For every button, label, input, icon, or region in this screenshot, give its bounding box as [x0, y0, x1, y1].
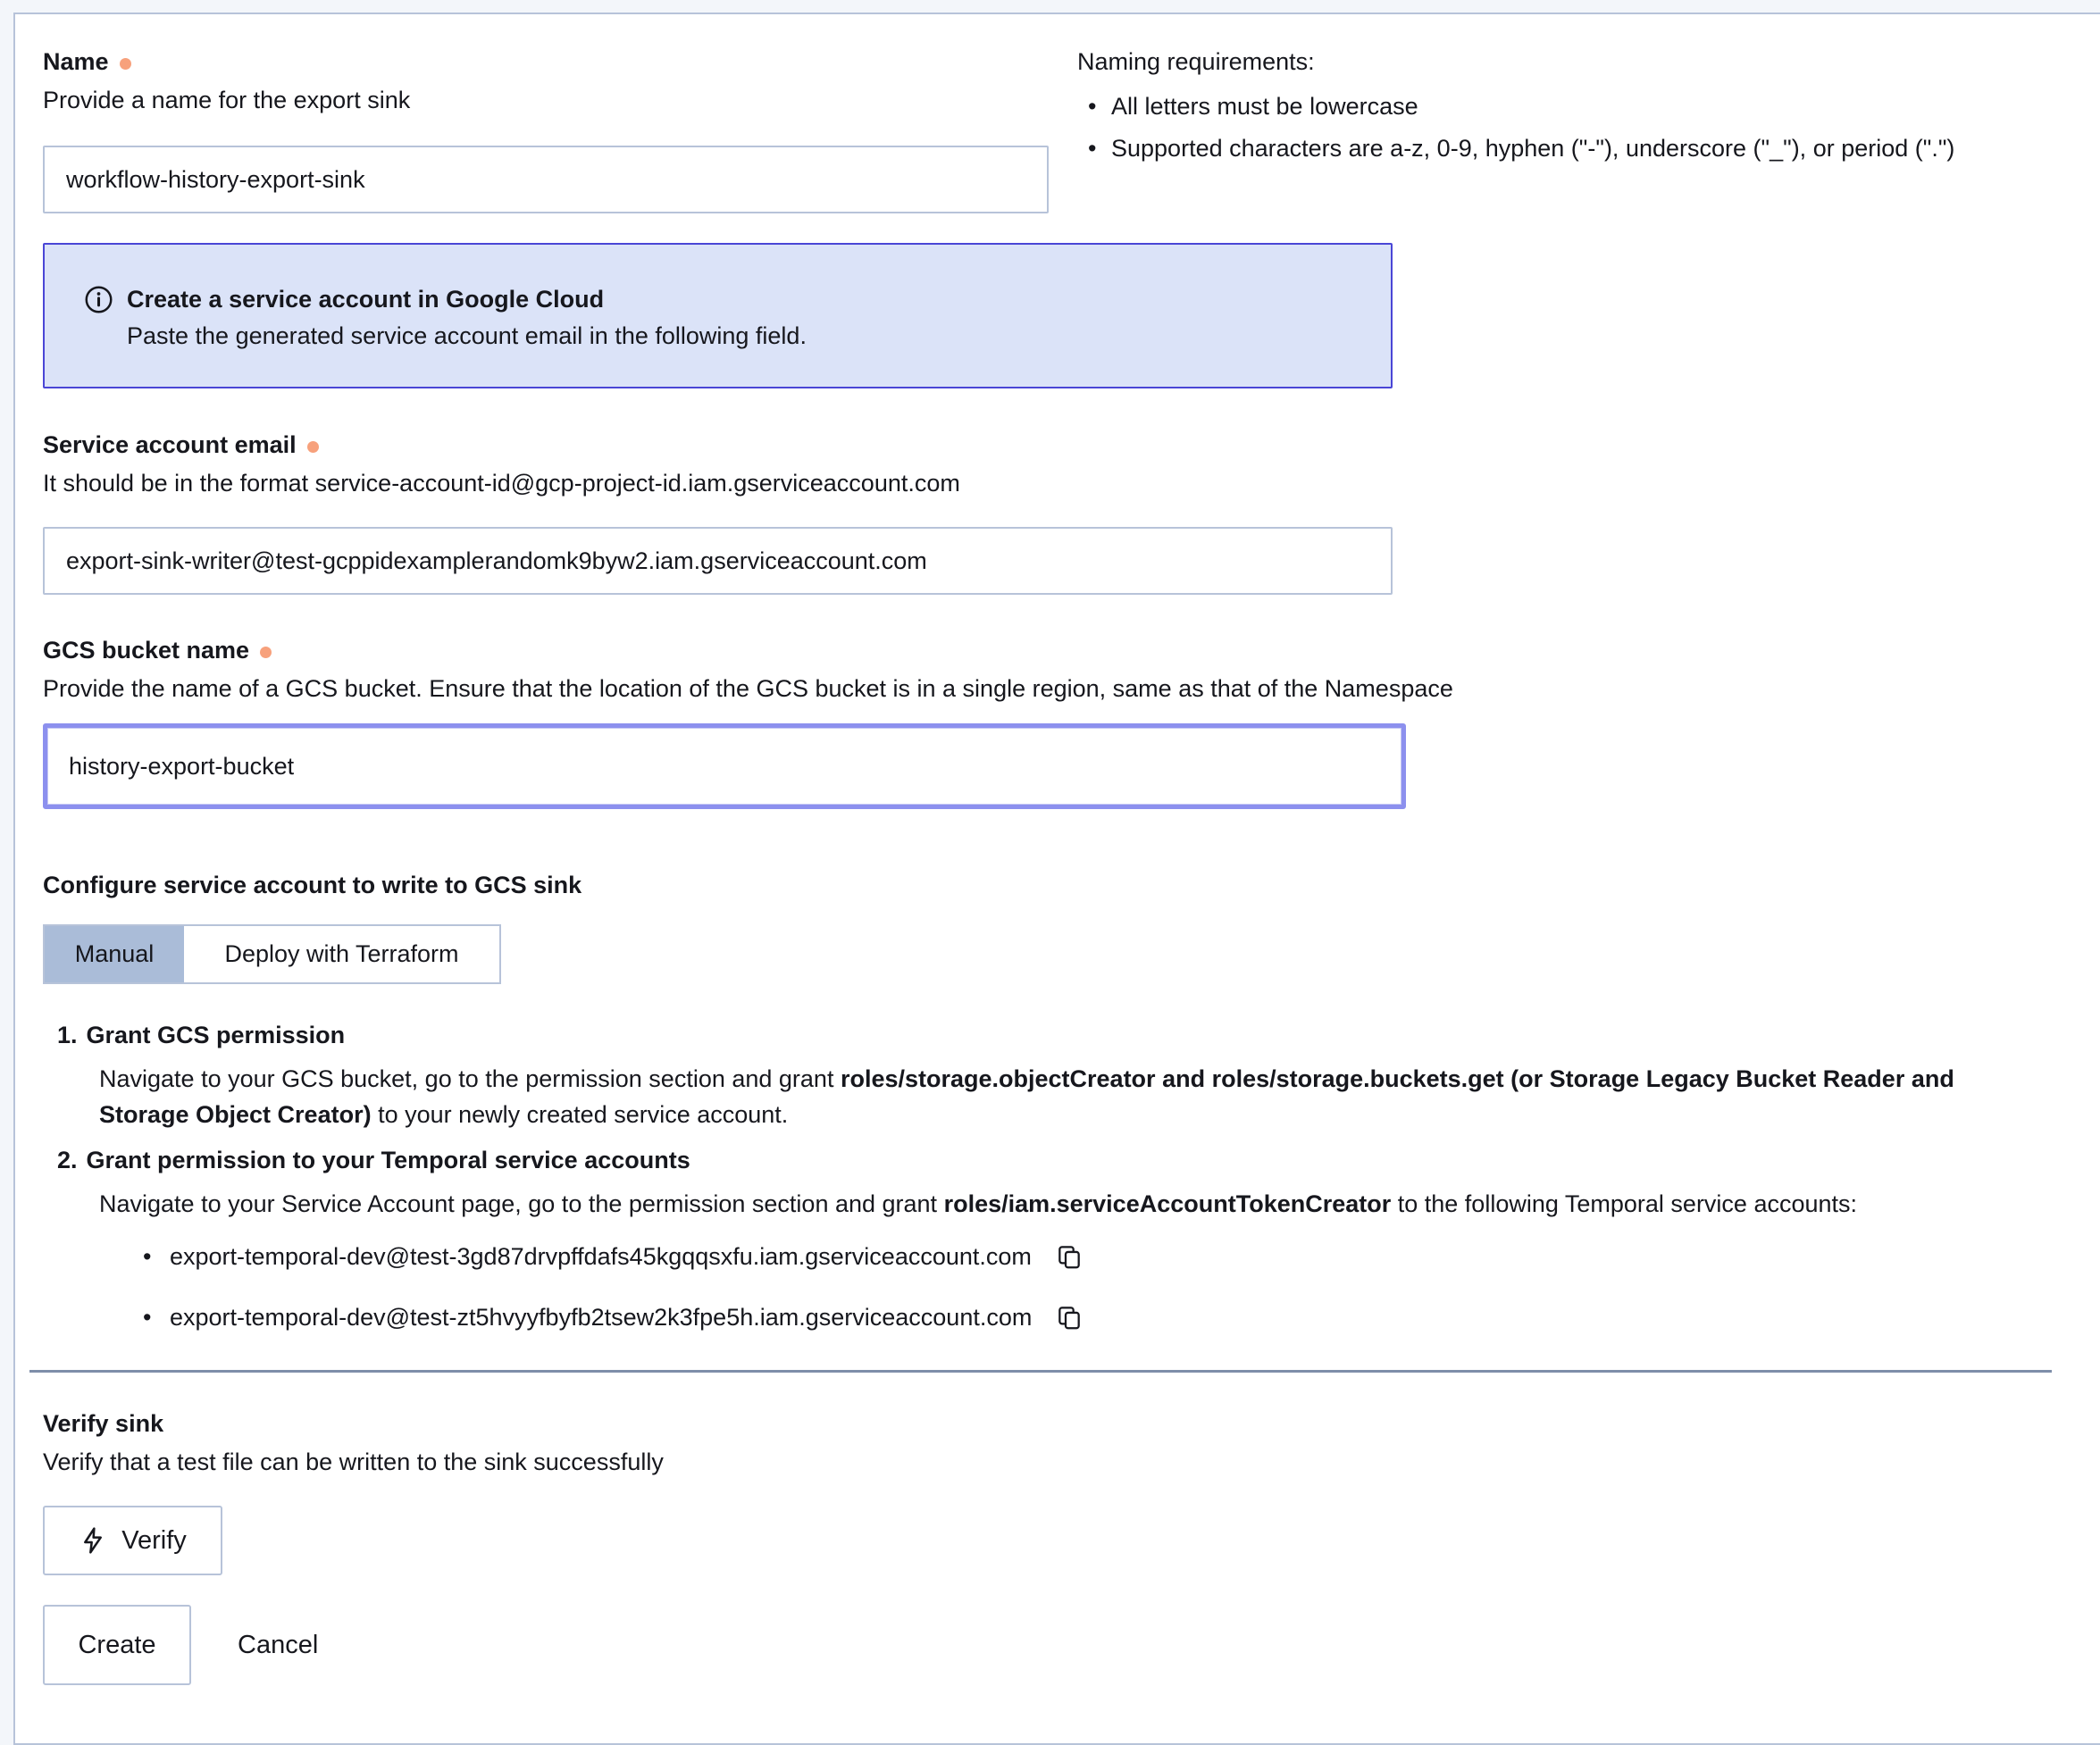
required-dot	[260, 647, 272, 658]
step-number: 2.	[57, 1147, 78, 1173]
bucket-section	[43, 635, 2057, 809]
naming-requirements-title: Naming requirements:	[1077, 48, 1315, 75]
export-sink-form-panel	[13, 13, 2100, 1745]
configure-heading: Configure service account to write to GCS sink	[43, 872, 582, 898]
create-button[interactable]: Create	[43, 1605, 191, 1685]
bucket-help-text: Provide the name of a GCS bucket. Ensure that the location of the GCS bucket is in a single region, same as that of the Namespace	[43, 675, 1453, 702]
verify-heading: Verify sink	[43, 1410, 164, 1437]
temporal-accounts-list	[143, 1241, 2057, 1332]
verify-section	[43, 1408, 2057, 1575]
form-actions	[43, 1605, 2057, 1685]
name-label: Name	[43, 48, 109, 75]
temporal-account-item	[143, 1241, 2057, 1272]
service-account-label: Service account email	[43, 431, 297, 458]
section-divider	[29, 1370, 2052, 1373]
info-banner-title: Create a service account in Google Cloud	[127, 286, 605, 313]
step-body: Navigate to your Service Account page, go to the permission section and grant roles/iam.serviceAccountTokenCreator to the following Temporal service accounts:	[99, 1190, 1858, 1217]
verify-button[interactable]	[43, 1506, 222, 1575]
step-grant-temporal-permission	[57, 1145, 2057, 1332]
sink-name-input[interactable]	[43, 146, 1049, 213]
cancel-button[interactable]: Cancel	[223, 1605, 332, 1685]
required-dot	[307, 441, 319, 453]
verify-help-text: Verify that a test file can be written to the sink successfully	[43, 1449, 664, 1475]
step-title: Grant permission to your Temporal service accounts	[86, 1147, 690, 1173]
naming-requirement-item: • All letters must be lowercase	[1077, 91, 2057, 121]
info-banner-body: Paste the generated service account email in the following field.	[127, 322, 807, 349]
step-body: Navigate to your GCS bucket, go to the permission section and grant roles/storage.objectCreator and roles/storage.buckets.get (or Storage Legacy Bucket Reader and Storage Object Creator) to your newly created service account.	[99, 1065, 1954, 1128]
name-section	[43, 46, 1049, 213]
service-account-email-input[interactable]	[43, 527, 1393, 595]
step-grant-gcs-permission	[57, 1020, 2057, 1132]
info-banner	[43, 243, 1393, 388]
service-account-section	[43, 430, 2057, 595]
configure-tabs	[43, 924, 501, 984]
temporal-account-email: • export-temporal-dev@test-zt5hvyyfbyfb2tsew2k3fpe5h.iam.gserviceaccount.com	[170, 1304, 1033, 1331]
copy-icon[interactable]	[1055, 1303, 1083, 1332]
tab-deploy-with-terraform[interactable]: Deploy with Terraform	[184, 926, 499, 982]
name-help-text: Provide a name for the export sink	[43, 87, 411, 113]
bucket-label: GCS bucket name	[43, 637, 250, 664]
bucket-name-input[interactable]	[43, 723, 1406, 809]
tab-manual[interactable]: Manual	[45, 926, 184, 982]
service-account-help-text: It should be in the format service-account-id@gcp-project-id.iam.gserviceaccount.com	[43, 470, 960, 497]
step-title: Grant GCS permission	[86, 1022, 346, 1048]
info-icon	[84, 285, 113, 314]
lightning-bolt-icon	[79, 1526, 107, 1555]
temporal-account-item	[143, 1302, 2057, 1332]
copy-icon[interactable]	[1055, 1242, 1083, 1271]
temporal-account-email: • export-temporal-dev@test-3gd87drvpffdafs45kgqqsxfu.iam.gserviceaccount.com	[170, 1243, 1032, 1270]
verify-button-label: Verify	[121, 1525, 187, 1555]
naming-requirement-item: • Supported characters are a-z, 0-9, hyphen ("-"), underscore ("_"), or period (".")	[1077, 133, 2057, 163]
naming-requirements	[1077, 46, 2057, 213]
step-number: 1.	[57, 1022, 78, 1048]
required-dot	[120, 58, 131, 70]
